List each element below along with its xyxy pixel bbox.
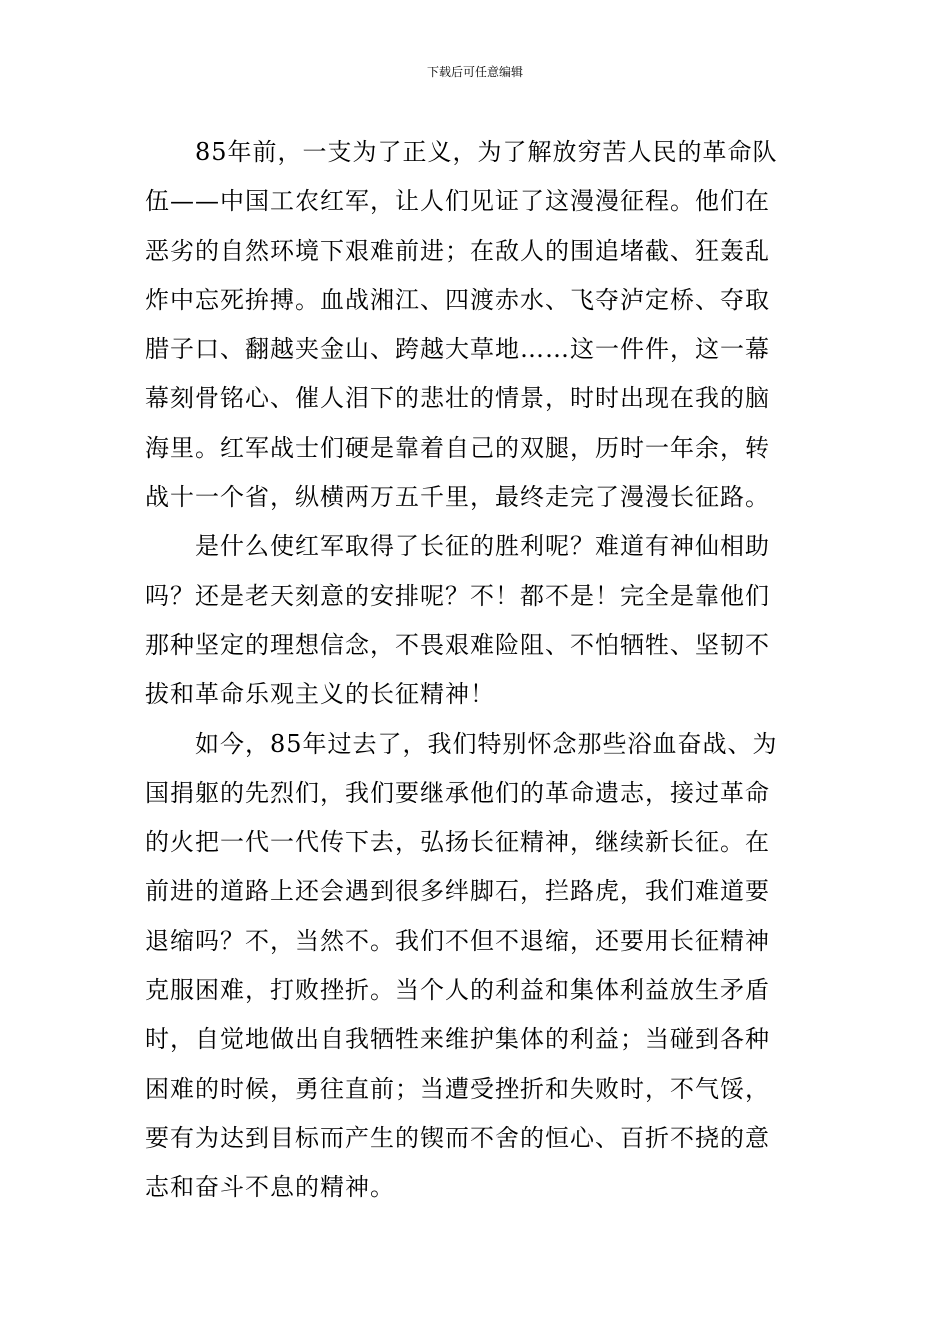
body-text (145, 128, 815, 1213)
paragraph-3-line-9: 要有为达到目标而产生的锲而不舍的恒心、百折不挠的意 (145, 1123, 770, 1152)
paragraph-1-line-4: 炸中忘死拚搏。血战湘江、四渡赤水、飞夺泸定桥、夺取 (145, 285, 770, 314)
paragraph-3-line-3: 的火把一代一代传下去，弘扬长征精神，继续新长征。在 (145, 828, 770, 857)
paragraph-1-line-2: 伍——中国工农红军，让人们见证了这漫漫征程。他们在 (145, 187, 770, 216)
paragraph-1-line-6: 幕刻骨铭心、催人泪下的悲壮的情景，时时出现在我的脑 (145, 384, 770, 413)
paragraph-3-line-4: 前进的道路上还会遇到很多绊脚石，拦路虎，我们难道要 (145, 877, 770, 906)
paragraph-3-line-6: 克服困难，打败挫折。当个人的利益和集体利益放生矛盾 (145, 976, 770, 1005)
paragraph-2-line-3: 那种坚定的理想信念，不畏艰难险阻、不怕牺牲、坚韧不 (145, 630, 770, 659)
paragraph-1-line-8: 战十一个省，纵横两万五千里，最终走完了漫漫长征路。 (145, 483, 770, 512)
paragraph-3-line-5: 退缩吗？不，当然不。我们不但不退缩，还要用长征精神 (145, 926, 770, 955)
page-header: 下载后可任意编辑 (426, 65, 523, 79)
paragraph-2-line-2: 吗？还是老天刻意的安排呢？不！都不是！完全是靠他们 (145, 581, 770, 610)
paragraph-3-line-1: 如今，85年过去了，我们特别怀念那些浴血奋战、为 (195, 729, 778, 758)
paragraph-1-line-3: 恶劣的自然环境下艰难前进；在敌人的围追堵截、狂轰乱 (145, 236, 770, 265)
paragraph-3-line-2: 国捐躯的先烈们，我们要继承他们的革命遗志，接过革命 (145, 778, 770, 807)
paragraph-1-line-1: 85年前，一支为了正义，为了解放穷苦人民的革命队 (195, 138, 778, 166)
paragraph-3-line-8: 困难的时候，勇往直前；当遭受挫折和失败时，不气馁， (145, 1074, 770, 1103)
paragraph-1-line-7: 海里。红军战士们硬是靠着自己的双腿，历时一年余，转 (145, 433, 770, 462)
paragraph-1-line-5: 腊子口、翻越夹金山、跨越大草地……这一件件，这一幕 (145, 335, 770, 364)
paragraph-2-line-1: 是什么使红军取得了长征的胜利呢？难道有神仙相助 (195, 532, 770, 561)
paragraph-3-line-10: 志和奋斗不息的精神。 (145, 1173, 395, 1202)
paragraph-3-line-7: 时，自觉地做出自我牺牲来维护集体的利益；当碰到各种 (145, 1025, 770, 1054)
paragraph-2-line-4: 拔和革命乐观主义的长征精神！ (145, 680, 495, 709)
